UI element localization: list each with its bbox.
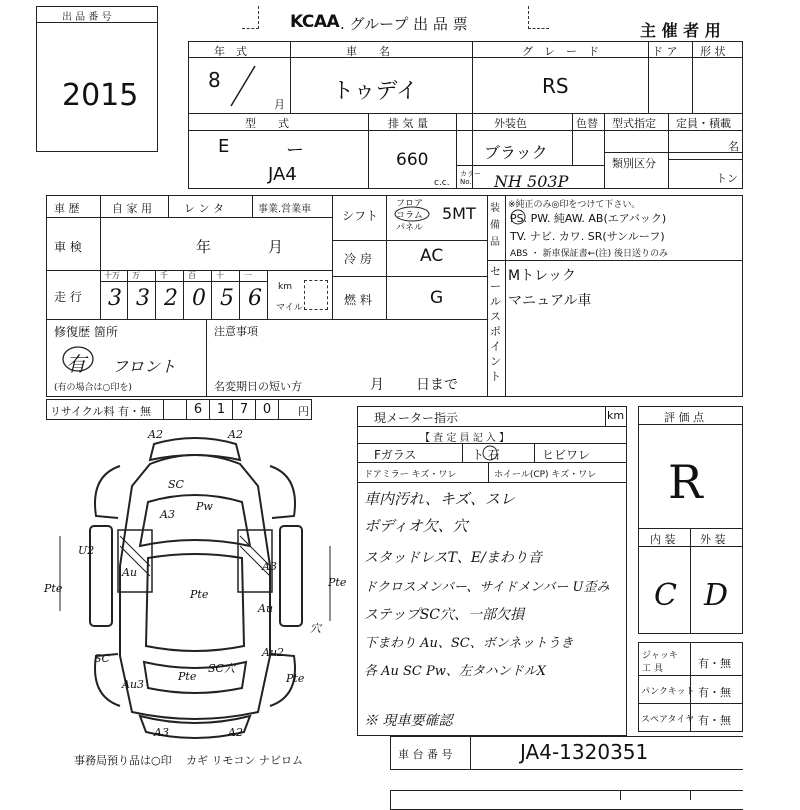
diagram-mark: Pw xyxy=(196,500,213,513)
equipment-ps-circle xyxy=(508,208,528,228)
lot-number-label: 出 品 番 号 xyxy=(62,12,112,23)
shift-value: 5MT xyxy=(442,204,476,223)
car-diagram xyxy=(30,426,360,746)
diagram-mark: SC xyxy=(168,478,184,491)
mileage-cell xyxy=(212,270,240,319)
ac-label: 冷 房 xyxy=(344,252,372,266)
mileage-label: 走 行 xyxy=(54,290,82,304)
month-suffix: 月 xyxy=(274,98,285,111)
diagram-mark: A3 xyxy=(262,560,277,573)
history-label: 車 歴 xyxy=(54,202,80,215)
inspector-entry-label: 【 査 定 員 記 入 】 xyxy=(420,433,510,444)
ac-value: AC xyxy=(420,246,444,266)
jack-label: ジャッキ 工 具 xyxy=(642,651,678,674)
car-name-label: 車 名 xyxy=(346,45,390,58)
meter-label: 現メーター指示 xyxy=(374,411,459,425)
recycle-digit: 1 xyxy=(209,399,232,420)
form-title: . グループ 出 品 票 xyxy=(340,15,468,33)
displacement-label: 排 気 量 xyxy=(388,117,428,130)
mileage-unit-label: 千 xyxy=(160,271,168,280)
repair-label: 修復歴 箇所 xyxy=(54,325,118,339)
diagram-mark: U2 xyxy=(78,544,95,557)
shift-column-circle xyxy=(392,204,432,222)
diagram-mark: SC xyxy=(94,652,110,665)
diagram-mark: Pte xyxy=(190,588,209,601)
meter-unit: km xyxy=(607,409,625,422)
fuel-label: 燃 料 xyxy=(344,293,372,307)
name-change-day: 日まで xyxy=(416,377,458,393)
diagram-mark: Pte xyxy=(286,672,305,685)
recycle-label: リサイクル料 有・無 xyxy=(50,405,151,418)
diagram-mark: Au xyxy=(122,566,138,579)
glass-label: Fガラス xyxy=(374,448,417,462)
capacity-unit-tons: トン xyxy=(716,172,738,185)
front-right-fender xyxy=(270,466,295,518)
office-items: カギ リモコン ナビロム xyxy=(186,754,303,767)
diagram-mark: Au2 xyxy=(262,646,285,659)
mileage-unit-label: 十 xyxy=(216,271,224,280)
frame-number-value: JA4-1320351 xyxy=(520,740,649,764)
repair-location: フロント xyxy=(112,357,177,376)
displacement-unit: c.c. xyxy=(434,178,450,188)
mileage-cell xyxy=(100,270,128,319)
header-bracket-left xyxy=(242,6,259,29)
mileage-unit-mile: マイル xyxy=(276,303,303,313)
lot-number-value: 2015 xyxy=(62,78,139,113)
inspector-note: ステップSC穴、一部欠損 xyxy=(364,607,525,623)
right-side-panel xyxy=(280,526,302,626)
score-value: R xyxy=(668,455,703,509)
caution-label: 注意事項 xyxy=(214,325,258,338)
mileage-mile-box xyxy=(304,280,328,310)
repair-value: 有 xyxy=(66,352,86,376)
equipment-label: 装 備 品 xyxy=(490,203,500,248)
recycle-digit: 0 xyxy=(255,399,278,420)
year-slash xyxy=(225,62,265,112)
puncture-kit-label: パンクキット xyxy=(641,687,695,697)
diagram-mark: SC穴 xyxy=(208,662,235,675)
shift-option-panel: パネル xyxy=(396,223,424,233)
door-label: ド ア xyxy=(652,45,678,58)
exterior-score-value: D xyxy=(704,578,729,613)
spare-tire-label: スペアタイヤ xyxy=(641,715,695,725)
car-name-value: トゥデイ xyxy=(332,79,418,104)
year-label: 年 式 xyxy=(214,45,247,58)
color-no-value: NH 503P xyxy=(494,172,569,191)
color-no-label: カラー No. xyxy=(460,170,481,186)
glass-crack-label: ヒビワレ xyxy=(542,448,591,462)
spare-yes-no: 有・無 xyxy=(698,714,731,727)
shift-option-floor: フロア xyxy=(396,199,424,209)
mileage-unit-label: 一 xyxy=(244,271,252,280)
grade-value: RS xyxy=(542,74,569,98)
name-change-label: 名変期日の短い方 xyxy=(214,380,302,393)
puncture-yes-no: 有・無 xyxy=(698,686,731,699)
recycle-digit: 6 xyxy=(186,399,209,420)
inspection-month: 月 xyxy=(268,238,284,256)
diagram-mark: A2 xyxy=(228,428,243,441)
capacity-label: 定員・積載 xyxy=(676,117,731,130)
color-change-label: 色替 xyxy=(576,117,598,130)
model-dash: ー xyxy=(286,140,304,161)
capacity-unit-persons: 名 xyxy=(728,140,739,153)
repair-circle xyxy=(60,344,96,374)
diagram-mark: A2 xyxy=(228,726,243,739)
diagram-mark: A3 xyxy=(154,726,169,739)
model-label: 型 式 xyxy=(245,117,289,130)
mileage-cell xyxy=(240,270,268,319)
inspector-note: 車内汚れ、キズ、スレ xyxy=(364,490,516,508)
mileage-unit-label: 百 xyxy=(188,271,196,280)
mileage-cell xyxy=(128,270,156,319)
left-side-panel xyxy=(90,526,112,626)
recycle-unit: 円 xyxy=(298,405,309,418)
equipment-line1: PS. PW. 純AW. AB(エアバック) xyxy=(510,212,667,225)
repair-note: (有の場合は○印を) xyxy=(54,383,132,393)
mileage-unit-label: 万 xyxy=(132,271,140,280)
inspector-note: ボディオ欠、穴 xyxy=(364,517,468,535)
shift-label: シフト xyxy=(342,209,379,223)
diagram-mark: Pte xyxy=(44,582,63,595)
wheel-label: ホイール(CP) キズ・ワレ xyxy=(494,470,597,480)
mileage-digit: 2 xyxy=(164,286,178,311)
model-prefix: E xyxy=(218,136,230,157)
front-bumper xyxy=(150,438,240,460)
diagram-mark: Pte xyxy=(178,670,197,683)
mirror-label: ドアミラー キズ・ワレ xyxy=(364,470,457,480)
jack-yes-no: 有・無 xyxy=(698,657,731,670)
mileage-digit: 3 xyxy=(136,286,150,311)
mileage-cell xyxy=(184,270,212,319)
header-bracket-right xyxy=(528,6,549,29)
glass-stone-circle xyxy=(480,443,500,463)
exterior-color-value: ブラック xyxy=(484,143,548,162)
sales-point-label: セールスポイント xyxy=(490,265,501,383)
score-label: 評 価 点 xyxy=(664,411,704,424)
diagram-mark: Au3 xyxy=(122,678,145,691)
displacement-value: 660 xyxy=(396,150,429,170)
exterior-score-label: 外 装 xyxy=(700,533,726,546)
interior-value: C xyxy=(654,578,677,613)
recycle-digit: 7 xyxy=(232,399,255,420)
model-value: JA4 xyxy=(268,164,297,185)
diagram-mark: 穴 xyxy=(310,622,321,635)
shape-label: 形 状 xyxy=(700,45,726,58)
equipment-line3: ABS ・ 新車保証書←(注) 後日送りのみ xyxy=(510,249,669,259)
mileage-digit: 0 xyxy=(192,286,206,311)
mileage-unit-label: 十万 xyxy=(104,271,120,280)
equipment-note: ※純正のみ◎印をつけて下さい。 xyxy=(508,200,641,210)
inspector-note: ドクロスメンバー、サイドメンバー U歪み xyxy=(364,580,610,595)
private-label: 自 家 用 xyxy=(112,202,152,215)
inspection-year: 年 xyxy=(196,238,212,256)
mileage-digit: 5 xyxy=(220,286,234,311)
shift-option-column: コラム xyxy=(396,211,423,221)
class-label: 類別区分 xyxy=(612,157,656,170)
inspection-label: 車 検 xyxy=(54,240,82,254)
windshield xyxy=(140,495,250,546)
rental-label: レ ン タ xyxy=(184,202,224,215)
inspector-note: スタッドレスT、E/まわり音 xyxy=(364,550,542,566)
frame-number-label: 車 台 番 号 xyxy=(398,748,453,761)
mileage-digit: 6 xyxy=(248,286,262,311)
mileage-cell xyxy=(156,270,184,319)
diagram-mark: A3 xyxy=(160,508,175,521)
organizer-label: 主 催 者 用 xyxy=(640,21,721,40)
office-note: 事務局預り品は○印 xyxy=(74,754,172,767)
inspector-note: ※ 現車要確認 xyxy=(364,713,453,729)
equipment-line2: TV. ナビ. カワ. SR(サンルーフ) xyxy=(510,230,665,243)
inspector-note: 下まわり Au、SC、ボンネットうき xyxy=(364,636,574,651)
interior-label: 内 装 xyxy=(650,533,676,546)
mileage-digit: 3 xyxy=(108,286,122,311)
diagram-mark: A2 xyxy=(148,428,163,441)
front-left-fender xyxy=(95,466,120,518)
grade-label: グ レ ー ド xyxy=(522,45,599,58)
brand-logo: KCAA xyxy=(290,12,340,32)
diagram-mark: Pte xyxy=(328,576,347,589)
sales-point-line2: マニュアル車 xyxy=(508,293,592,309)
inspector-note: 各 Au SC Pw、左タハンドルX xyxy=(364,664,547,679)
type-designation-label: 型式指定 xyxy=(612,117,656,130)
mileage-unit-km: km xyxy=(278,282,292,292)
roof xyxy=(146,554,244,651)
business-label: 事業.営業車 xyxy=(258,204,312,215)
diagram-mark: Au xyxy=(258,602,274,615)
glass-stone-label: ト 石 xyxy=(472,448,500,462)
sales-point-line1: Mトレック xyxy=(508,268,576,284)
fuel-value: G xyxy=(430,288,444,308)
year-value: 8 xyxy=(208,68,221,92)
name-change-month: 月 xyxy=(370,377,384,393)
exterior-color-label: 外装色 xyxy=(494,117,527,130)
